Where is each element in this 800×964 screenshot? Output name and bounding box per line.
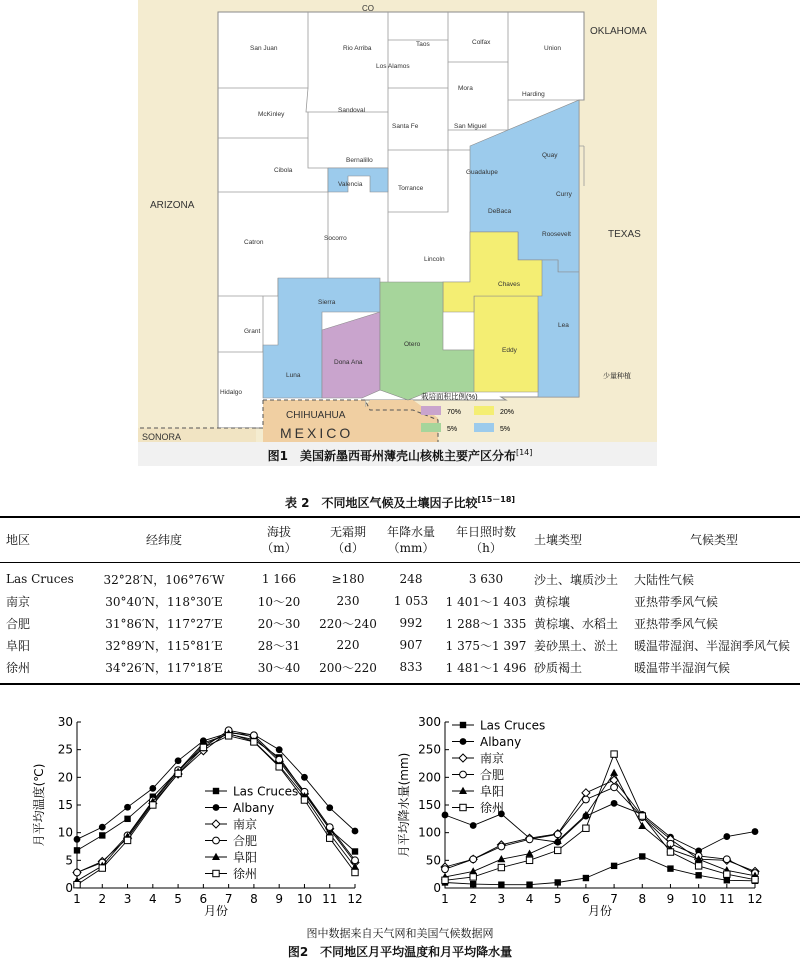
data-point: [150, 802, 156, 808]
cell-frost-free: 220: [336, 638, 360, 652]
legend-marker: [460, 771, 467, 778]
data-point: [74, 847, 80, 853]
x-tick-label: 9: [666, 892, 675, 906]
county-label-luna: Luna: [286, 372, 301, 379]
legend-label: 南京: [233, 817, 258, 832]
legend-label-20: 20%: [500, 409, 515, 416]
legend-label: 南京: [480, 751, 505, 766]
y-tick-label: 250: [418, 742, 441, 757]
cell-altitude: 30～40: [257, 660, 301, 675]
county-label-quay: Quay: [542, 152, 558, 159]
cell-climate: 亚热带季风气候: [634, 616, 719, 631]
cell-latlon: 32°89′N，115°81′E: [105, 638, 223, 653]
legend-label: 阜阳: [233, 850, 258, 865]
legend-marker: [460, 738, 467, 745]
data-point: [124, 837, 130, 843]
data-point: [583, 875, 589, 881]
data-point: [498, 864, 504, 870]
state-label-oklahoma: OKLAHOMA: [590, 26, 647, 37]
y-axis-label: 月平均降水量(mm): [397, 752, 411, 858]
county-label-valencia: Valencia: [338, 181, 363, 188]
cell-altitude: 1 166: [261, 572, 297, 586]
data-point: [526, 836, 533, 843]
x-tick-label: 1: [441, 892, 449, 906]
data-point: [555, 847, 561, 853]
legend-label: Albany: [233, 801, 275, 815]
legend-swatch-blue: [474, 423, 494, 432]
cell-climate: 亚热带季风气候: [634, 594, 719, 609]
cell-precipitation: 248: [399, 572, 423, 586]
data-point: [352, 828, 359, 835]
county-label-sandoval: Sandoval: [338, 107, 366, 114]
legend-label-70: 70%: [447, 409, 462, 416]
legend-swatch-yellow: [474, 406, 494, 415]
data-point: [442, 812, 449, 819]
cell-latlon: 34°26′N，117°18′E: [105, 660, 223, 675]
cell-precipitation: 992: [399, 616, 423, 630]
data-point: [667, 849, 673, 855]
county-label-los-alamos: Los Alamos: [376, 63, 410, 70]
x-tick-label: 12: [347, 892, 363, 906]
table-row: [0, 562, 800, 590]
header-altitude: 海拔 （m）: [261, 525, 297, 555]
header-soil: 土壤类型: [534, 533, 583, 547]
y-tick-label: 30: [57, 715, 73, 729]
county-label-rio-arriba: Rio Arriba: [343, 45, 372, 52]
state-label-arizona: ARIZONA: [150, 200, 195, 211]
header-climate: 气候类型: [689, 533, 738, 547]
data-point: [611, 751, 617, 757]
x-axis-label: 月份: [203, 904, 229, 918]
cell-precipitation: 907: [399, 638, 423, 652]
county-label-debaca: DeBaca: [488, 208, 512, 215]
data-point: [352, 857, 359, 864]
data-point: [723, 856, 730, 863]
temperature-chart: [0, 708, 400, 928]
data-point: [200, 744, 206, 750]
data-point: [498, 843, 505, 850]
data-point: [470, 874, 476, 880]
data-point: [175, 757, 182, 764]
county-label-lincoln: Lincoln: [424, 256, 445, 263]
figure2-source-note: 图中数据来自天气网和美国气候数据网: [306, 927, 494, 940]
data-point: [175, 770, 181, 776]
legend-label-5-blue: 5%: [500, 426, 511, 433]
x-tick-label: 12: [747, 892, 763, 906]
data-point: [723, 833, 730, 840]
data-point: [74, 881, 80, 887]
x-tick-label: 5: [174, 892, 182, 906]
data-point: [124, 804, 131, 811]
chart-legend: [452, 719, 545, 816]
data-point: [74, 836, 81, 843]
cell-sunshine: 3 630: [468, 572, 504, 586]
cell-frost-free: 200～220: [319, 660, 377, 675]
x-tick-label: 3: [123, 892, 132, 906]
figure1-caption-text: 图1 美国新墨西哥州薄壳山核桃主要产区分布: [267, 449, 516, 463]
data-point: [526, 849, 534, 856]
cell-region: 徐州: [6, 660, 31, 675]
y-tick-label: 150: [418, 798, 441, 812]
data-point: [752, 828, 759, 835]
county-label-eddy: Eddy: [502, 347, 517, 354]
x-tick-label: 8: [638, 892, 647, 906]
county-label-santa-fe: Santa Fe: [392, 123, 419, 130]
county-label-dona-ana: Dona Ana: [334, 359, 363, 366]
county-label-grant: Grant: [244, 328, 261, 335]
y-tick-label: 5: [65, 853, 73, 868]
cell-sunshine: 1 401～1 403: [445, 594, 527, 609]
legend-label: 合肥: [233, 834, 258, 848]
data-point: [251, 739, 257, 745]
data-point: [124, 816, 130, 822]
table-row: [0, 656, 800, 678]
data-point: [327, 835, 333, 841]
county-label-hidalgo: Hidalgo: [220, 389, 243, 396]
x-tick-label: 3: [497, 892, 506, 906]
cell-latlon: 30°40′N，118°30′E: [105, 594, 223, 609]
y-tick-label: 50: [425, 853, 441, 868]
header-latlon: 经纬度: [145, 533, 182, 547]
table2-title-ref: [15－18]: [477, 495, 516, 504]
data-point: [326, 804, 333, 811]
data-point: [724, 871, 730, 877]
x-tick-label: 11: [322, 892, 338, 906]
cell-altitude: 20～30: [257, 616, 301, 631]
cell-climate: 大陆性气候: [634, 572, 695, 587]
cell-precipitation: 833: [399, 660, 423, 674]
x-tick-label: 1: [73, 892, 81, 906]
legend-marker: [213, 804, 220, 811]
table2-title: [0, 494, 800, 511]
legend-marker: [213, 788, 219, 794]
county-label-taos: Taos: [416, 41, 430, 48]
legend-marker: [460, 804, 466, 810]
cell-altitude: 28～31: [257, 638, 301, 653]
data-point: [470, 856, 477, 863]
cell-latlon: 31°86′N，117°27′E: [105, 616, 223, 631]
x-tick-label: 8: [250, 892, 258, 906]
country-label-mexico: MEXICO: [280, 425, 354, 441]
county-label-torrance: Torrance: [398, 185, 424, 192]
cell-precipitation: 1 053: [393, 594, 429, 608]
x-tick-label: 9: [275, 892, 284, 906]
data-point: [583, 825, 589, 831]
data-point: [724, 877, 730, 883]
legend-marker: [460, 722, 466, 728]
legend-label: Las Cruces: [480, 718, 546, 733]
county-label-guadalupe: Guadalupe: [466, 169, 498, 176]
table-header-row: [0, 518, 800, 562]
cell-frost-free: 230: [336, 594, 360, 608]
x-tick-label: 11: [719, 892, 735, 906]
legend-marker: [213, 837, 220, 844]
data-point: [352, 848, 358, 854]
note-small-planting: 少量种植: [603, 373, 631, 380]
y-tick-label: 25: [57, 742, 73, 757]
county-label-harding: Harding: [522, 91, 545, 98]
county-label-curry: Curry: [556, 191, 572, 198]
y-tick-label: 0: [65, 881, 73, 895]
legend-marker: [212, 820, 220, 828]
x-tick-label: 6: [199, 892, 208, 906]
county-label-mora: Mora: [458, 85, 473, 92]
cell-soil: 沙土、壤质沙土: [534, 572, 619, 587]
legend-marker: [213, 870, 219, 876]
cell-frost-free: 220～240: [319, 616, 377, 631]
cell-climate: 暖温带湿润、半湿润季风气候: [634, 638, 791, 653]
climate-soil-table: [0, 518, 800, 678]
cell-sunshine: 1 481～1 496: [445, 660, 527, 675]
cell-sunshine: 1 375～1 397: [445, 638, 527, 653]
data-point: [149, 785, 156, 792]
county-label-mckinley: McKinley: [258, 111, 285, 118]
county-label-chaves: Chaves: [498, 281, 521, 288]
cell-sunshine: 1 288～1 335: [445, 616, 527, 631]
cell-region: 合肥: [6, 616, 31, 631]
data-point: [352, 869, 358, 875]
legend-marker: [459, 754, 467, 762]
x-tick-label: 2: [98, 892, 107, 906]
data-point: [611, 800, 618, 807]
data-point: [470, 881, 476, 887]
legend-swatch-green: [421, 423, 441, 432]
cell-region: 南京: [6, 594, 31, 609]
legend-label: 阜阳: [480, 784, 505, 799]
data-point: [752, 877, 758, 883]
data-point: [555, 879, 561, 885]
legend-label: 徐州: [233, 867, 258, 881]
data-point: [639, 813, 645, 819]
county-label-san-miguel: San Miguel: [454, 123, 487, 130]
series-line: [77, 732, 355, 873]
cell-soil: 黄棕壤: [534, 594, 571, 609]
x-axis-label: 月份: [587, 904, 613, 918]
x-tick-label: 7: [610, 892, 618, 906]
figure1-caption-ref: [14]: [515, 448, 533, 457]
legend-label: 合肥: [480, 768, 505, 782]
data-point: [611, 863, 617, 869]
county-label-cibola: Cibola: [274, 167, 293, 174]
data-point: [442, 877, 448, 883]
x-tick-label: 4: [525, 892, 534, 906]
legend-label-5-green: 5%: [447, 426, 458, 433]
data-point: [667, 865, 673, 871]
y-tick-label: 300: [418, 715, 441, 729]
legend-title: 栽培面积比例(%): [421, 392, 478, 401]
y-tick-label: 100: [418, 825, 441, 840]
data-point: [470, 822, 477, 829]
x-tick-label: 7: [224, 892, 233, 906]
table2-title-text: 表 2 不同地区气候及土壤因子比较: [284, 496, 478, 510]
data-point: [526, 881, 532, 887]
legend-marker: [212, 853, 220, 860]
header-frost-free: 无霜期 （d）: [329, 525, 366, 555]
table-row: [0, 590, 800, 612]
county-label-san-juan: San Juan: [250, 45, 278, 52]
table-bottom-rule: [0, 683, 800, 685]
data-point: [583, 796, 590, 803]
legend-marker: [459, 787, 467, 794]
data-point: [74, 869, 81, 876]
state-label-texas: TEXAS: [608, 229, 641, 240]
data-point: [276, 764, 282, 770]
state-label-sonora: SONORA: [142, 432, 182, 442]
x-tick-label: 2: [469, 892, 478, 906]
data-point: [611, 784, 618, 791]
data-point: [498, 881, 504, 887]
header-region: 地区: [6, 533, 31, 547]
x-tick-label: 4: [148, 892, 157, 906]
data-point: [554, 831, 561, 838]
data-point: [639, 853, 645, 859]
county-label-otero: Otero: [404, 341, 421, 348]
data-point: [99, 865, 105, 871]
chart-legend: [205, 785, 298, 882]
data-point: [638, 822, 646, 829]
data-point: [610, 769, 618, 776]
data-point: [695, 872, 701, 878]
table-row: [0, 612, 800, 634]
data-point: [99, 824, 106, 831]
cell-region: 阜阳: [6, 638, 31, 653]
county-label-lea: Lea: [558, 322, 569, 329]
map-canvas: [138, 0, 657, 442]
table-row: [0, 634, 800, 656]
county-label-colfax: Colfax: [472, 39, 491, 46]
y-tick-label: 10: [57, 825, 73, 840]
cell-soil: 黄棕壤、水稻土: [534, 616, 619, 631]
cell-soil: 砂质褐土: [534, 660, 583, 675]
y-tick-label: 15: [57, 798, 73, 812]
x-tick-label: 10: [296, 892, 313, 906]
new-mexico-map: [138, 0, 657, 442]
legend-label: 徐州: [480, 801, 505, 815]
x-tick-label: 6: [582, 892, 590, 906]
cell-soil: 姜砂黑土、淤土: [534, 638, 619, 653]
county-label-roosevelt: Roosevelt: [542, 231, 571, 238]
cell-climate: 暖温带半湿润气候: [634, 660, 731, 675]
data-point: [695, 863, 701, 869]
cell-region: Las Cruces: [6, 572, 74, 586]
cell-frost-free: ≥180: [331, 572, 365, 586]
y-tick-label: 20: [57, 770, 73, 785]
data-point: [442, 866, 449, 873]
data-point: [99, 832, 105, 838]
precipitation-chart: [397, 708, 800, 928]
data-point: [301, 797, 307, 803]
county-label-bernalillo: Bernalillo: [346, 157, 373, 164]
x-tick-label: 10: [690, 892, 707, 906]
county-label-socorro: Socorro: [324, 235, 347, 242]
legend-label: Las Cruces: [233, 784, 299, 799]
y-tick-label: 0: [433, 881, 441, 895]
y-axis-label: 月平均温度(℃): [32, 763, 46, 847]
county-label-catron: Catron: [244, 239, 264, 246]
data-point: [225, 733, 231, 739]
cell-latlon: 32°28′N，106°76′W: [103, 572, 225, 587]
x-tick-label: 5: [553, 892, 562, 906]
state-label-chihuahua: CHIHUAHUA: [286, 410, 346, 421]
y-tick-label: 200: [418, 770, 441, 785]
data-point: [301, 774, 308, 781]
series-las-cruces: [442, 853, 758, 888]
figure1-caption: [0, 447, 800, 464]
legend-swatch-purple: [421, 406, 441, 415]
data-point: [526, 857, 532, 863]
series-line: [77, 730, 355, 872]
header-sunshine: 年日照时数 （h）: [455, 525, 516, 555]
state-label-co: CO: [362, 4, 374, 13]
county-label-sierra: Sierra: [318, 299, 336, 306]
figure2-caption: 图2 不同地区月平均温度和月平均降水量: [287, 945, 513, 959]
legend-label: Albany: [480, 735, 522, 749]
header-precipitation: 年降水量 （mm）: [386, 525, 435, 555]
data-point: [276, 746, 283, 753]
cell-altitude: 10～20: [257, 594, 301, 609]
county-label-union: Union: [544, 45, 561, 52]
